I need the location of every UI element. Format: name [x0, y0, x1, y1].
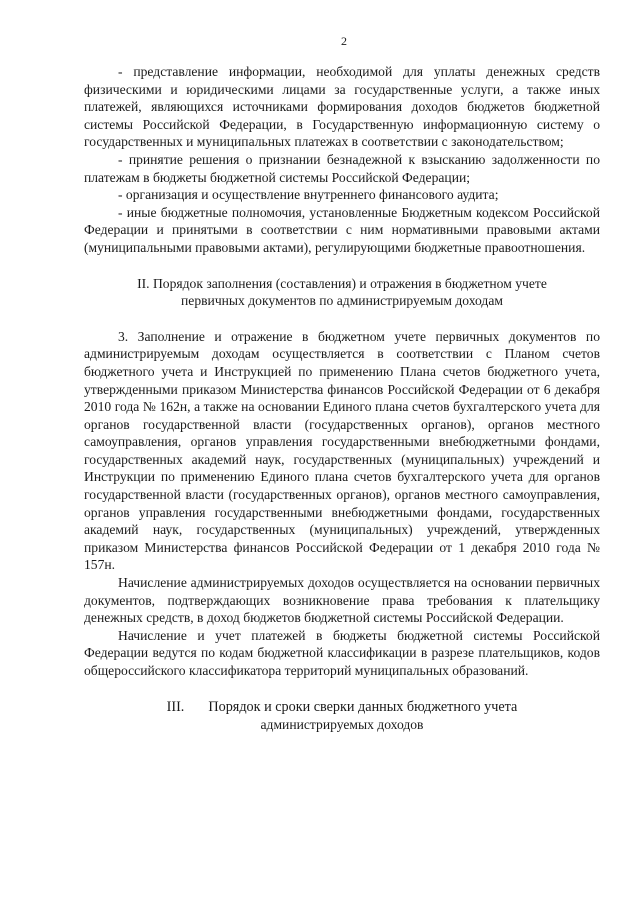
paragraph: 3. Заполнение и отражение в бюджетном учете первичных документов по администрируемым доходам осуществляется в соответствии с Планом счетов бюджетного учета и Инструкцией по применению Плана счетов бюджетного учета, утвержденными приказом Министерства финансов Российской Федерации от 6 декабря 2010 года № 162н, а также на основании Единого плана счетов бухгалтерского учета для органов государственной власти (государственных органов), органов местного самоуправления, органов управления государственными внебюджетными фондами, государственных академий наук, государственных (муниципальных) учреждений и Инструкции по применению Единого плана счетов бухгалтерского учета для органов государственной власти (государственных органов), органов местного самоуправления, органов управления государственными внебюджетными фондами, государственных академий наук, государственных (муниципальных) учреждений, утвержденных приказом Министерства финансов Российской Федерации от 1 декабря 2010 года № 157н. — [84, 328, 600, 573]
list-item: - организация и осуществление внутреннего финансового аудита; — [118, 187, 499, 203]
paragraph: Начисление администрируемых доходов осуществляется на основании первичных документов, подтверждающих возникновение права требования к плательщику денежных средств, в доход бюджетов бюджетной системы Российской Федерации. — [84, 575, 600, 626]
paragraph: Начисление и учет платежей в бюджеты бюджетной системы Российской Федерации ведутся по кодам бюджетной классификации в разрезе плательщиков, кодов общероссийского классификатора территорий муниципальных образований. — [84, 627, 600, 678]
section-3-heading-line-1 — [84, 698, 600, 716]
spacer — [84, 310, 600, 328]
spacer — [84, 257, 600, 275]
section-3-heading-line-2: администрируемых доходов — [260, 716, 424, 732]
list-item: - иные бюджетные полномочия, установленные Бюджетным кодексом Российской Федерации и принятыми в соответствии с ним нормативными правовыми актами (муниципальными правовыми актами), регулирующими бюджетные правоотношения. — [84, 204, 600, 255]
list-item: - принятие решения о признании безнадежной к взысканию задолженности по платежам в бюджеты бюджетной системы Российской Федерации; — [84, 151, 600, 185]
section-3-roman: III. — [166, 698, 185, 715]
section-2-heading-line-1: II. Порядок заполнения (составления) и отражения в бюджетном учете — [137, 275, 547, 291]
list-item: - представление информации, необходимой для уплаты денежных средств физическими и юридическими лицами за государственные услуги, а также иных платежей, являющихся источниками формирования доходов бюджетов бюджетной системы Российской Федерации, в Государственную информационную систему о государственных и муниципальных платежах в соответствии с законодательством; — [84, 64, 600, 150]
page-number: 2 — [341, 34, 347, 48]
spacer — [84, 680, 600, 698]
section-3-title: Порядок и сроки сверки данных бюджетного учета — [208, 698, 518, 715]
section-2-heading-line-2: первичных документов по администрируемым доходам — [181, 293, 503, 309]
